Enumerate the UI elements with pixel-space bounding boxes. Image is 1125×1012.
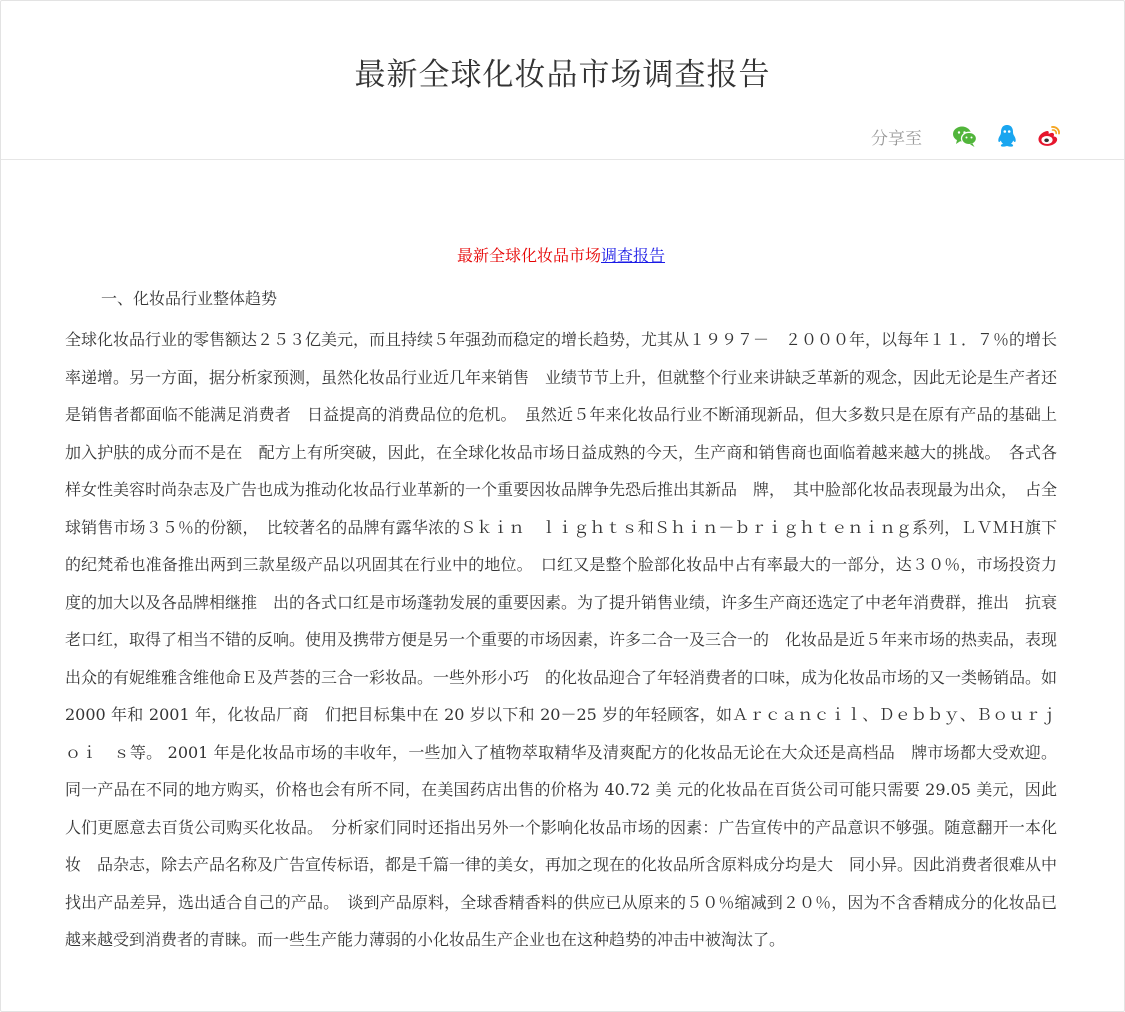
section-heading: 一、化妆品行业整体趋势 — [101, 289, 278, 308]
article-header — [1, 1, 1124, 160]
qq-icon[interactable] — [994, 123, 1020, 149]
share-bar — [871, 119, 1062, 153]
wechat-icon[interactable] — [952, 123, 978, 149]
page-title: 最新全球化妆品市场调查报告 — [354, 57, 771, 93]
article-heading-link[interactable]: 调查报告 — [601, 246, 666, 265]
article-body: 全球化妆品行业的零售额达２５３亿美元，而且持续５年强劲而稳定的增长趋势，尤其从１９９７－ ２０００年，以每年１１．７％的增长率递增。另一方面，据分析家预测，虽然化妆品行业近几年来销售 业绩节节上升，但就整个行业来讲缺乏革新的观念，因此无论是生产者还是销售者都面临不能满足消费者 日益提高的消费品位的危机。 虽然近５年来化妆品行业不断涌现新品，但大多数只是在原有产品的基础上加入护肤的成分而不是在 配方上有所突破，因此，在全球化妆品市场日益成熟的今天，生产商和销售商也面临着越来越大的挑战。 各式各样女性美容时尚杂志及广告也成为推动化妆品行业革新的一个重要因妆品牌争先恐后推出其新品 牌， 其中脸部化妆品表现最为出众， 占全球销售市场３５％的份额， 比较著名的品牌有露华浓的Ｓｋｉｎ ｌｉｇｈｔｓ和Ｓｈｉｎ－ｂｒｉｇｈｔｅｎｉｎｇ系列，ＬＶＭＨ旗下的纪梵希也准备推出两到三款星级产品以巩固其在行业中的地位。 口红又是整个脸部化妆品中占有率最大的一部分，达３０％，市场投资力度的加大以及各品牌相继推 出的各式口红是市场蓬勃发展的重要因素。为了提升销售业绩，许多生产商还选定了中老年消费群，推出 抗衰老口红，取得了相当不错的反响。使用及携带方便是另一个重要的市场因素，许多二合一及三合一的 化妆品是近５年来市场的热卖品，表现出众的有妮维雅含维他命Ｅ及芦荟的三合一彩妆品。一些外形小巧 的化妆品迎合了年轻消费者的口味，成为化妆品市场的又一类畅销品。如 2000 年和 2001 年，化妆品厂商 们把目标集中在 20 岁以下和 20－25 岁的年轻顾客，如Ａｒｃａｎｃｉｌ、Ｄｅｂｂｙ、Ｂｏｕｒｊｏｉ ｓ等。 2001 年是化妆品市场的丰收年，一些加入了植物萃取精华及清爽配方的化妆品无论在大众还是高档品 牌市场都大受欢迎。同一产品在不同的地方购买，价格也会有所不同，在美国药店出售的价格为 40.72 美 元的化妆品在百货公司可能只需要 29.05 美元，因此人们更愿意去百货公司购买化妆品。 分析家们同时还指出另外一个影响化妆品市场的因素：广告宣传中的产品意识不够强。随意翻开一本化妆 品杂志，除去产品名称及广告宣传标语，都是千篇一律的美女，再加之现在的化妆品所含原料成分均是大 同小异。因此消费者很难从中找出产品差异，选出适合自己的产品。 谈到产品原料，全球香精香料的供应已从原来的５０％缩减到２０％，因为不含香精成分的化妆品已 越来越受到消费者的青睐。而一些生产能力薄弱的小化妆品生产企业也在这种趋势的冲击中被淘汰了。 — [65, 330, 1074, 949]
article-heading-text: 最新全球化妆品市场 — [456, 246, 601, 265]
article-content — [65, 241, 1074, 959]
article-heading — [65, 241, 1057, 271]
share-label: 分享至 — [871, 128, 922, 149]
weibo-icon[interactable] — [1036, 123, 1062, 149]
